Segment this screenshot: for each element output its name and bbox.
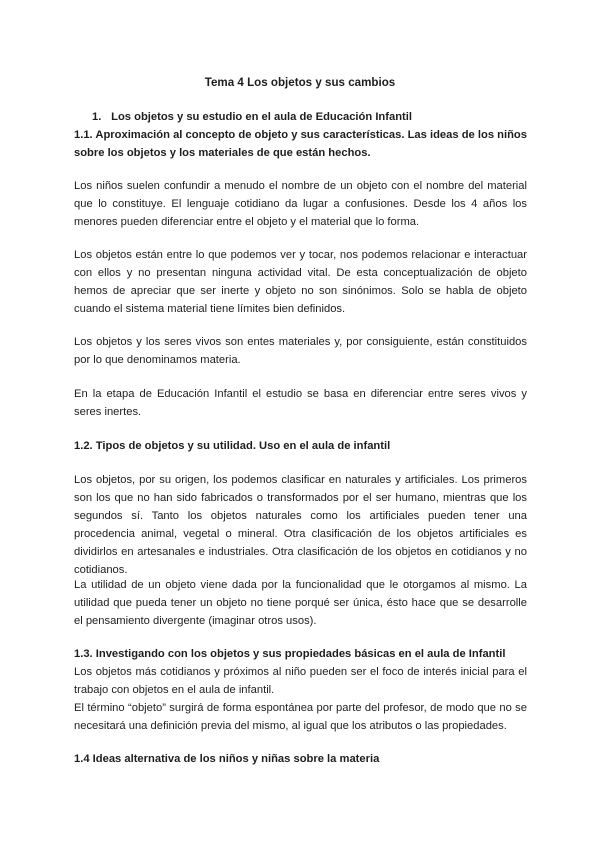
section-1-2-heading — [74, 437, 527, 455]
paragraph: Los objetos, por su origen, los podemos clasificar en naturales y artificiales. Los primeros son los que no han sido fabricados o transformados por el ser humano, mientras que los segundos sí. Tanto los objetos naturales como los artificiales pueden tener una procedencia animal, vegetal o mineral. Otra clasificación de los objetos artificiales es dividirlos en artesanales e industriales. Otra clasificación de los objetos en cotidianos y no cotidianos. — [74, 474, 527, 576]
section-heading: 1.3. Investigando con los objetos y sus propiedades básicas en el aula de Infantil — [74, 648, 506, 660]
section-1-2-paragraph-1 — [74, 471, 527, 579]
section-1-4-heading — [74, 750, 527, 768]
section-1-1-paragraph-2 — [74, 246, 527, 318]
section-1-1-heading — [74, 126, 527, 162]
section-1-1-paragraph-1 — [74, 177, 527, 231]
numbered-heading — [92, 108, 412, 126]
section-heading: 1.1. Aproximación al concepto de objeto y sus características. Las ideas de los niños sobre los objetos y los materiales de que están hechos. — [74, 129, 527, 159]
paragraph: Los objetos más cotidianos y próximos al niño pueden ser el foco de interés inicial para el trabajo con objetos en el aula de infantil. — [74, 666, 527, 696]
section-heading: 1.4 Ideas alternativa de los niños y niñas sobre la materia — [74, 753, 380, 765]
paragraph: Los objetos están entre lo que podemos ver y tocar, nos podemos relacionar e interactuar con ellos y no presentan ninguna actividad vital. De esta conceptualización de objeto hemos de apreciar que ser inerte y objeto no son sinónimos. Solo se habla de objeto cuando el sistema material tiene límites bien definidos. — [74, 249, 527, 315]
section-1-1-paragraph-3 — [74, 333, 527, 369]
section-1-3 — [74, 645, 527, 735]
list-heading-text: Los objetos y su estudio en el aula de Educación Infantil — [111, 111, 412, 123]
page-title: Tema 4 Los objetos y sus cambios — [204, 76, 396, 89]
paragraph: Los objetos y los seres vivos son entes materiales y, por consiguiente, están constituidos por lo que denominamos materia. — [74, 336, 527, 366]
paragraph: Los niños suelen confundir a menudo el nombre de un objeto con el nombre del material que lo constituye. El lenguaje cotidiano da lugar a confusiones. Desde los 4 años los menores pueden diferenciar entre el objeto y el material que lo forma. — [74, 180, 527, 228]
section-1-2-paragraph-2 — [74, 576, 527, 630]
section-heading: 1.2. Tipos de objetos y su utilidad. Uso en el aula de infantil — [74, 440, 391, 452]
paragraph: En la etapa de Educación Infantil el estudio se basa en diferenciar entre seres vivos y seres inertes. — [74, 388, 527, 418]
list-number: 1. — [92, 111, 102, 123]
paragraph: El término “objeto” surgirá de forma espontánea por parte del profesor, de modo que no se necesitará una definición previa del mismo, al igual que los atributos o las propiedades. — [74, 702, 527, 732]
section-1-1-paragraph-4 — [74, 385, 527, 421]
paragraph: La utilidad de un objeto viene dada por la funcionalidad que le otorgamos al mismo. La utilidad que pueda tener un objeto no tiene porqué ser única, ésto hace que se desarrolle el pensamiento divergente (imaginar otros usos). — [74, 579, 527, 627]
